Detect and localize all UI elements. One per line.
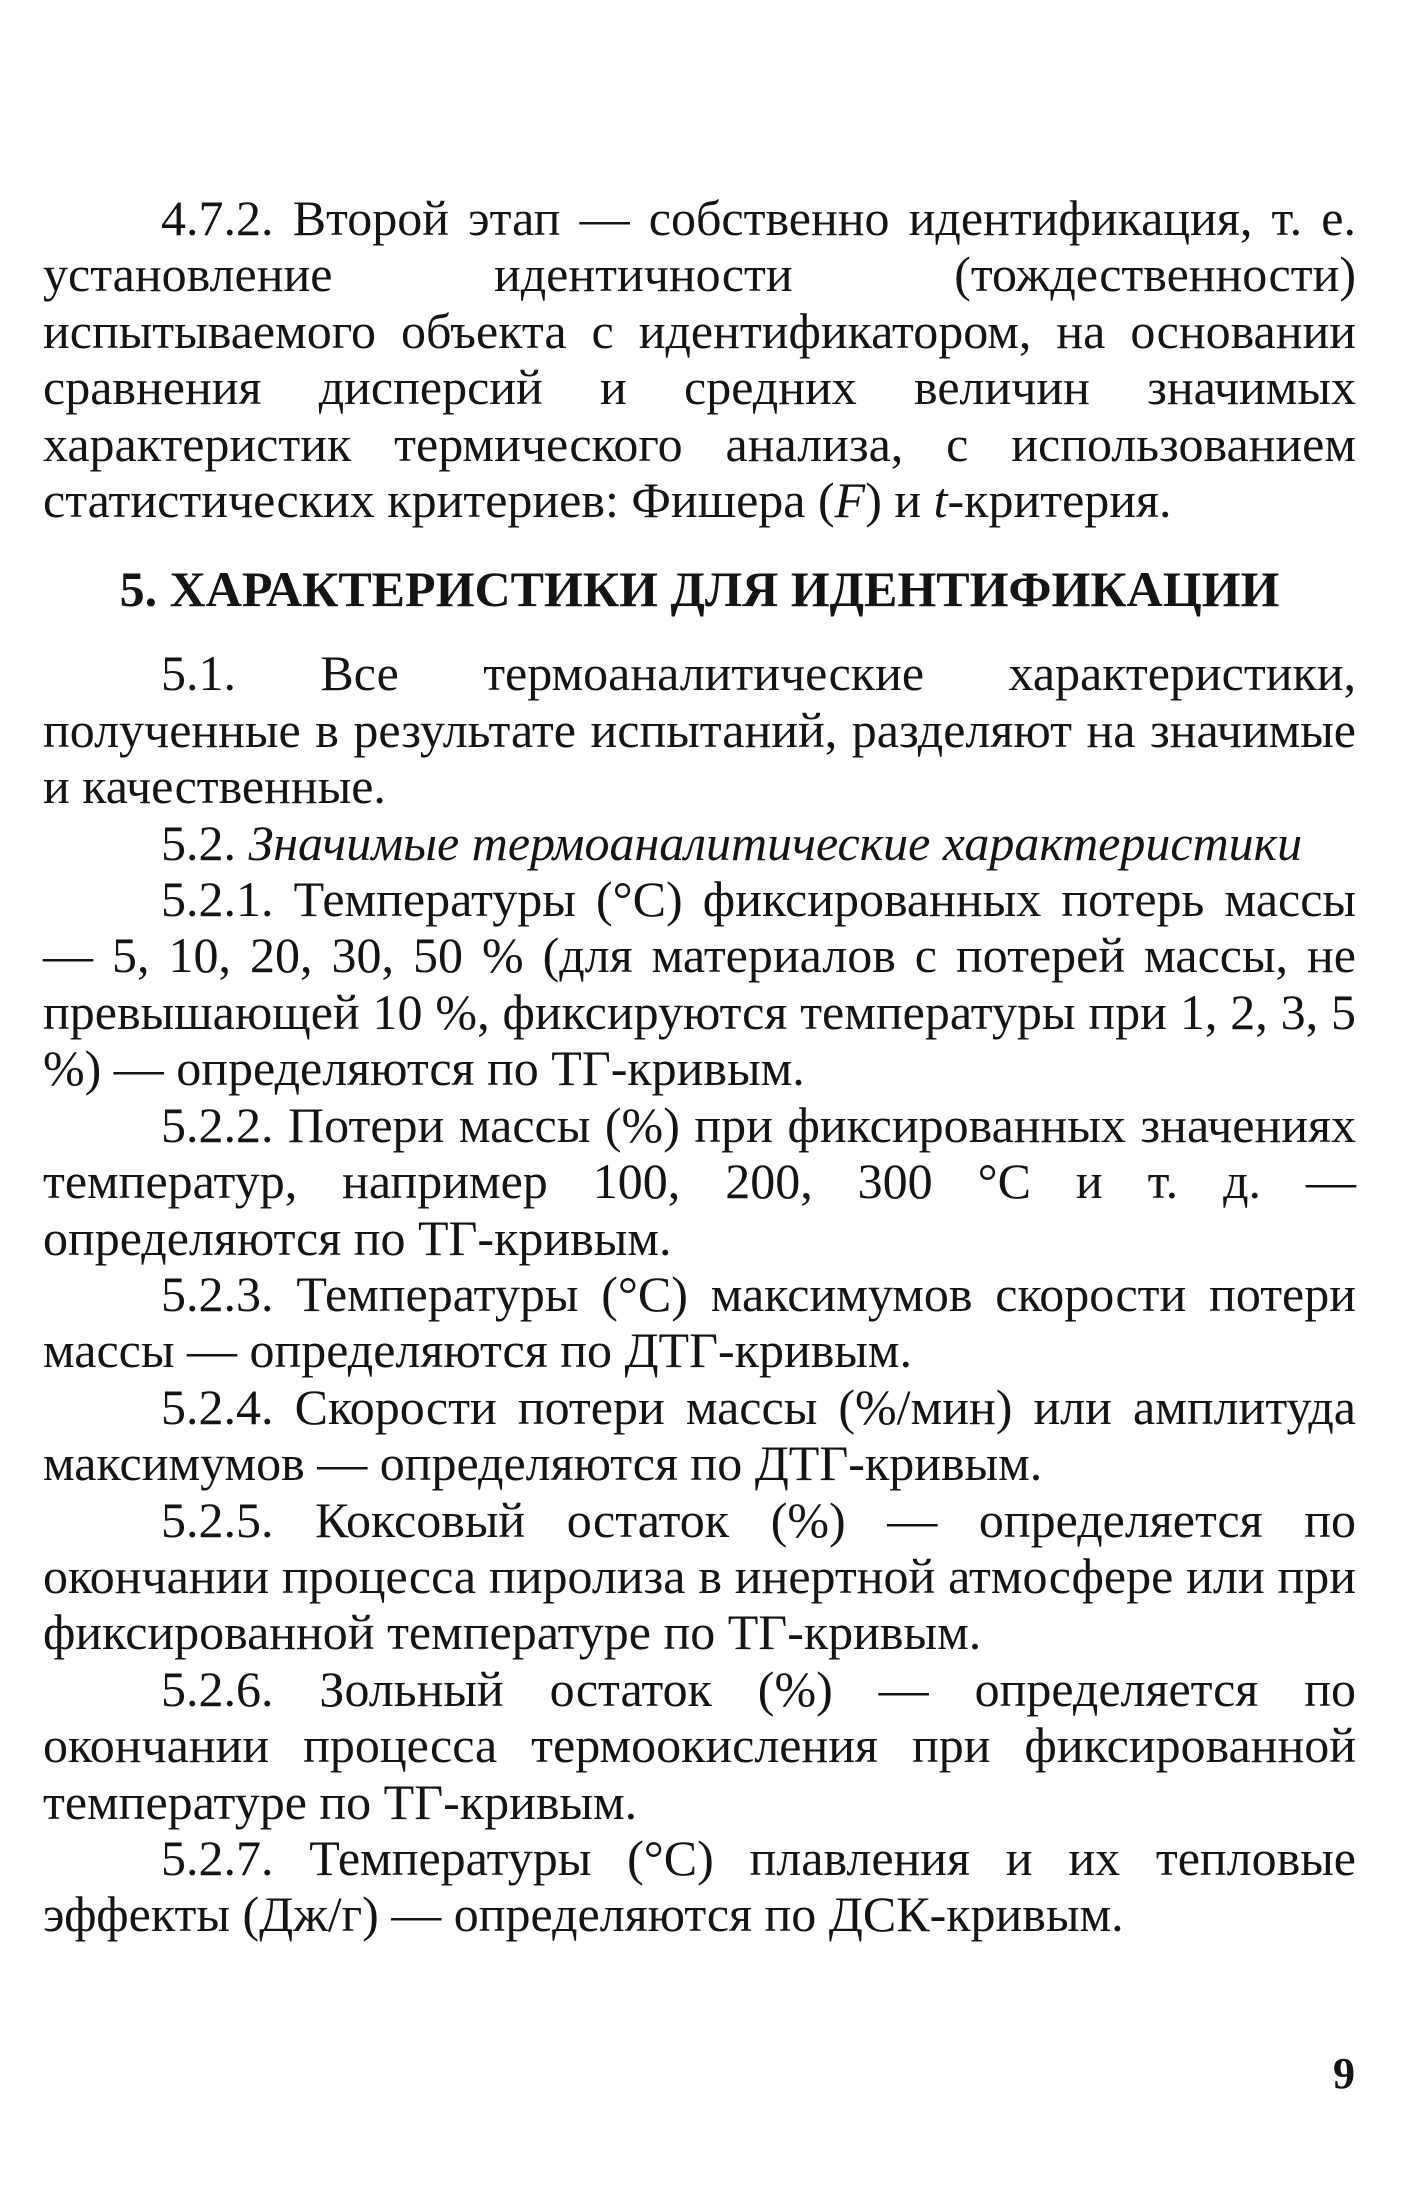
paragraph-5-2-1: 5.2.1. Температуры (°С) фиксированных потерь массы — 5, 10, 20, 30, 50 % (для материалов с потерей массы, не превышающей 10 %, фиксируются температуры при 1, 2, 3, 5 %) — определяются по ТГ-кривым. — [43, 871, 1356, 1097]
paragraph-5-2-2: 5.2.2. Потери массы (%) при фиксированных значениях температур, например 100, 200, 300 °С и т. д. — определяются по ТГ-кривым. — [43, 1096, 1356, 1266]
paragraph-5-2-5: 5.2.5. Коксовый остаток (%) — определяется по окончании процесса пиролиза в инертной атмосфере или при фиксированной температуре по ТГ-кривым. — [43, 1491, 1356, 1661]
paragraph-4-7-2-conj: ) и — [865, 472, 934, 529]
paragraph-5-2-number: 5.2. — [161, 814, 249, 871]
section-heading: 5. ХАРАКТЕРИСТИКИ ДЛЯ ИДЕНТИФИКАЦИИ — [119, 561, 1280, 618]
paragraph-5-2 — [43, 815, 1356, 871]
paragraph-5-2-3: 5.2.3. Температуры (°С) максимумов скорости потери массы — определяются по ДТГ-кривым. — [43, 1265, 1356, 1379]
paragraph-4-7-2-text: 4.7.2. Второй этап — собственно идентификация, т. е. установление идентичности (тождественности) испытываемого объекта с идентификатором, на основании сравнения дисперсий и средних величин значимых характеристик термического анализа, с использованием статистических критериев: Фишера ( — [43, 190, 1356, 529]
page-number: 9 — [1333, 2049, 1355, 2098]
fisher-symbol: F — [834, 472, 866, 529]
paragraph-5-2-4: 5.2.4. Скорости потери массы (%/мин) или амплитуда максимумов — определяются по ДТГ-кривым. — [43, 1378, 1356, 1492]
paragraph-5-2-7: 5.2.7. Температуры (°С) плавления и их тепловые эффекты (Дж/г) — определяются по ДСК-кривым. — [43, 1829, 1356, 1943]
paragraph-4-7-2-end: -критерия. — [947, 472, 1172, 529]
t-symbol: t — [933, 472, 948, 529]
paragraph-5-2-title: Значимые термоаналитические характеристики — [248, 814, 1303, 871]
paragraph-5-1: 5.1. Все термоаналитические характеристики, полученные в результате испытаний, разделяют на значимые и качественные. — [43, 645, 1356, 815]
paragraph-5-2-6: 5.2.6. Зольный остаток (%) — определяется по окончании процесса термоокисления при фиксированной температуре по ТГ-кривым. — [43, 1660, 1356, 1830]
paragraph-4-7-2 — [43, 190, 1356, 528]
document-page — [43, 190, 1356, 1943]
